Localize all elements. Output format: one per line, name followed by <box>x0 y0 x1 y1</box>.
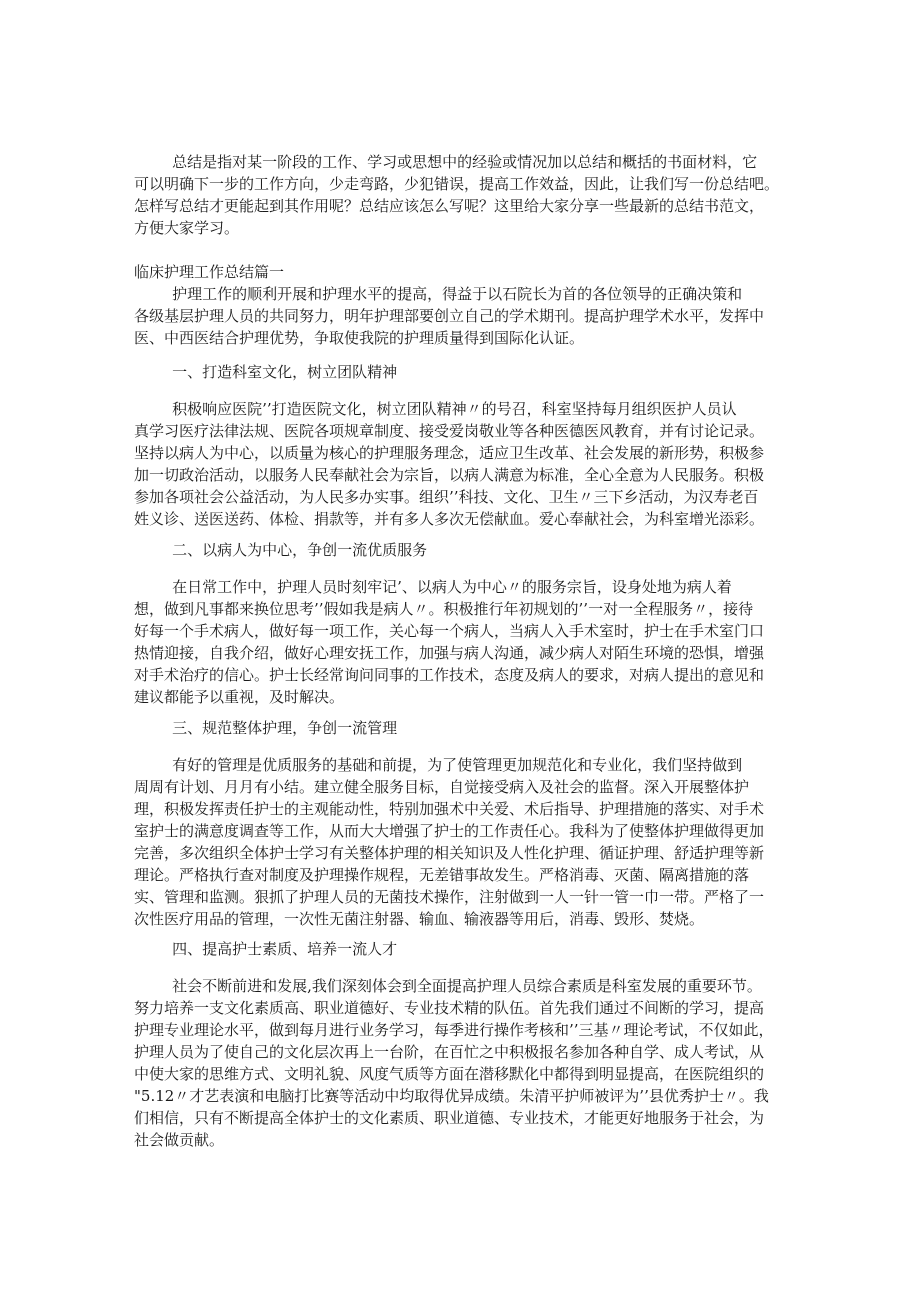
section-heading-4 <box>134 938 794 960</box>
body-line: 建议都能予以重视，及时解决。 <box>134 688 345 706</box>
body-line: 们相信，只有不断提高全体护士的文化素质、职业道德、专业技术，才能更好地服务于社会，为 <box>134 1109 765 1127</box>
section-heading-text: 三、规范整体护理，争创一流管理 <box>134 719 398 737</box>
intro-line: 怎样写总结才更能起到其作用呢？总结应该怎么写呢？这里给大家分享一些最新的总结书范文， <box>134 197 765 215</box>
body-line: 努力培养一支文化素质高、职业道德好、专业技术精的队伍。首先我们通过不间断的学习，提高 <box>134 999 765 1017</box>
section-heading-1 <box>134 361 794 383</box>
body-line: 室护士的满意度调查等工作，从而大大增强了护士的工作责任心。我科为了使整体护理做得更加 <box>134 822 765 840</box>
body-line: 对手术治疗的信心。护士长经常询问同事的工作技术，态度及病人的要求，对病人提出的意见和 <box>134 666 765 684</box>
body-line: 姓义诊、送医送药、体检、捐款等，并有多人多次无偿献血。爱心奉献社会，为科室增光添彩。 <box>134 510 765 528</box>
intro-paragraph <box>134 151 794 239</box>
intro-line: 总结是指对某一阶段的工作、学习或思想中的经验或情况加以总结和概括的书面材料，它 <box>134 153 758 171</box>
section-body-2 <box>134 576 794 708</box>
body-line: 坚持以病人为中心，以质量为核心的护理服务理念，适应卫生改革、社会发展的新形势，积极参 <box>134 444 765 462</box>
section-heading-3 <box>134 717 794 739</box>
body-line: 社会做贡献。 <box>134 1131 225 1149</box>
body-line: 次性医疗用品的管理，一次性无菌注射器、输血、输液器等用后，消毒、毁形、焚烧。 <box>134 910 705 928</box>
body-line: 想，做到凡事都来换位思考’’假如我是病人〃。积极推行年初规划的’’一对一全程服务〃，接待 <box>134 600 754 618</box>
section-body-1 <box>134 398 794 530</box>
section-heading-text: 四、提高护士素质、培养一流人才 <box>134 940 398 958</box>
opening-line: 医、中西医结合护理优势，争取使我院的护理质量得到国际化认证。 <box>134 329 585 347</box>
body-line: 社会不断前进和发展,我们深刻体会到全面提高护理人员综合素质是科室发展的重要环节。 <box>134 977 762 995</box>
body-line: 实、管理和监测。狠抓了护理人员的无菌技术操作，注射做到一人一针一管一巾一带。严格了一 <box>134 888 765 906</box>
body-line: 积极响应医院’’打造医院文化，树立团队精神〃的号召，科室坚持每月组织医护人员认 <box>134 400 737 418</box>
opening-paragraph <box>134 283 794 349</box>
body-line: 在日常工作中，护理人员时刻牢记’、以病人为中心〃的服务宗旨，设身处地为病人着 <box>134 578 732 596</box>
article-title <box>134 261 794 283</box>
body-line: 理，积极发挥责任护士的主观能动性，特别加强术中关爱、术后指导、护理措施的落实、对手术 <box>134 800 765 818</box>
intro-line: 可以明确下一步的工作方向，少走弯路，少犯错误，提高工作效益，因此，让我们写一份总结吧。 <box>134 175 780 193</box>
body-line: 理论。严格执行查对制度及护理操作规程，无差错事故发生。严格消毒、灭菌、隔离措施的落 <box>134 866 750 884</box>
body-line: 中使大家的思维方式、文明礼貌、风度气质等方面在潜移默化中都得到明显提高，在医院组织的 <box>134 1065 765 1083</box>
body-line: 护理人员为了使自己的文化层次再上一台阶，在百忙之中积极报名参加各种自学、成人考试，从 <box>134 1043 765 1061</box>
body-line: 参加各项社会公益活动，为人民多办实事。组织’’科技、文化、卫生〃三下乡活动，为汉寿老百 <box>134 488 759 506</box>
body-line: 真学习医疗法律法规、医院各项规章制度、接受爱岗敬业等各种医德医风教育，并有讨论记录。 <box>134 422 765 440</box>
body-line: "5.12〃才艺表演和电脑打比赛等活动中均取得优异成绩。朱清平护师被评为’’县优秀护士〃。我 <box>134 1087 769 1105</box>
body-line: 周周有计划、月月有小结。建立健全服务目标，自觉接受病入及社会的监督。深入开展整体护 <box>134 778 750 796</box>
body-line: 好每一个手术病人，做好每一项工作，关心每一个病人，当病人入手术室时，护士在手术室门口 <box>134 622 765 640</box>
intro-line: 方便大家学习。 <box>134 219 240 237</box>
body-line: 完善，多次组织全体护士学习有关整体护理的相关知识及人性化护理、循证护理、舒适护理等新 <box>134 844 765 862</box>
opening-line: 护理工作的顺利开展和护理水平的提高，得益于以石院长为首的各位领导的正确决策和 <box>134 285 743 303</box>
section-body-3 <box>134 754 794 930</box>
article-title-text: 临床护理工作总结篇一 <box>134 263 285 281</box>
section-heading-2 <box>134 539 794 561</box>
opening-line: 各级基层护理人员的共同努力，明年护理部要创立自己的学术期刊。提高护理学术水平，发挥中 <box>134 307 765 325</box>
body-line: 热情迎接，自我介绍，做好心理安抚工作，加强与病人沟通，减少病人对陌生环境的恐惧，增强 <box>134 644 765 662</box>
body-line: 护理专业理论水平，做到每月进行业务学习，每季进行操作考核和’’三基〃理论考试，不仅如此， <box>134 1021 774 1039</box>
section-body-4 <box>134 975 794 1151</box>
body-line: 加一切政治活动，以服务人民奉献社会为宗旨，以病人满意为标准，全心全意为人民服务。积极 <box>134 466 765 484</box>
section-heading-text: 二、以病人为中心，争创一流优质服务 <box>134 541 428 559</box>
body-line: 有好的管理是优质服务的基础和前提，为了使管理更加规范化和专业化，我们坚持做到 <box>134 756 743 774</box>
section-heading-text: 一、打造科室文化，树立团队精神 <box>134 363 398 381</box>
